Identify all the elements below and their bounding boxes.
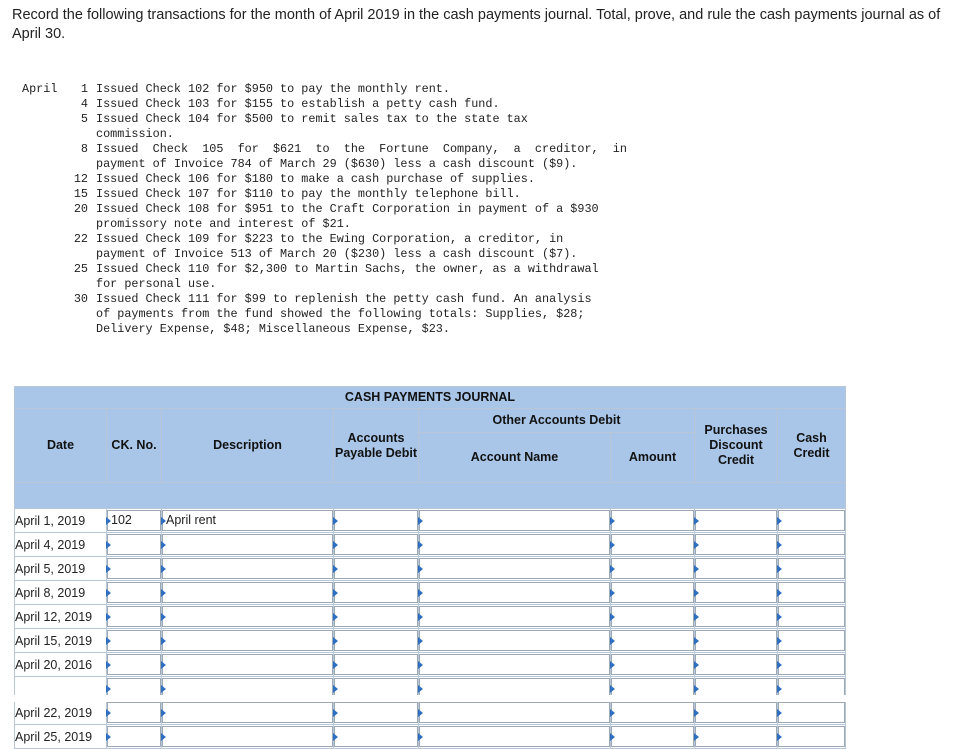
ck-no-input[interactable] — [107, 582, 161, 603]
description-input[interactable] — [162, 702, 333, 723]
journal-row — [15, 557, 846, 581]
description-cell — [162, 509, 334, 533]
cash-credit-input[interactable] — [778, 558, 845, 579]
transaction-line — [22, 172, 627, 187]
transaction-text: Issued Check 108 for $951 to the Craft Corporation in payment of a $930 — [96, 202, 599, 216]
amount-cell — [611, 701, 695, 725]
cell-marker-icon — [333, 637, 338, 645]
accounts-payable-debit-input[interactable] — [334, 630, 418, 651]
cell-marker-icon — [694, 589, 699, 597]
transaction-line — [22, 97, 627, 112]
account-name-cell — [419, 653, 611, 677]
amount-cell — [611, 653, 695, 677]
header-description: Description — [162, 409, 334, 483]
cell-marker-icon — [610, 565, 615, 573]
cell-marker-icon — [106, 685, 111, 693]
description-cell — [162, 533, 334, 557]
account-name-input[interactable] — [419, 558, 610, 579]
amount-input[interactable] — [611, 726, 694, 747]
cell-marker-icon — [694, 685, 699, 693]
cell-marker-icon — [418, 517, 423, 525]
cash-credit-input[interactable] — [778, 582, 845, 603]
amount-cell — [611, 557, 695, 581]
transaction-line — [22, 307, 627, 322]
account-name-input[interactable] — [419, 606, 610, 627]
cash-credit-input[interactable] — [778, 726, 845, 747]
transaction-month: April — [22, 82, 58, 96]
journal-row — [15, 725, 846, 749]
description-cell — [162, 581, 334, 605]
cash-credit-input[interactable] — [778, 654, 845, 675]
purchases-discount-credit-input[interactable] — [695, 558, 777, 579]
purchases-discount-credit-input[interactable] — [695, 726, 777, 747]
transaction-text: for personal use. — [96, 277, 217, 291]
purchases-discount-credit-cell — [695, 701, 778, 725]
transaction-text: Issued Check 110 for $2,300 to Martin Sachs, the owner, as a withdrawal — [96, 262, 599, 276]
amount-cell — [611, 629, 695, 653]
description-input[interactable]: April rent — [162, 510, 333, 531]
ck-no-input[interactable] — [107, 654, 161, 675]
transaction-text: Issued Check 106 for $180 to make a cash purchase of supplies. — [96, 172, 535, 186]
accounts-payable-debit-input[interactable] — [334, 702, 418, 723]
transaction-line — [22, 247, 627, 262]
cell-marker-icon — [777, 661, 782, 669]
account-name-cell — [419, 557, 611, 581]
cash-credit-cell — [778, 557, 846, 581]
ck-no-cell — [107, 557, 162, 581]
cell-marker-icon — [610, 613, 615, 621]
description-cell — [162, 653, 334, 677]
account-name-input[interactable] — [419, 702, 610, 723]
ck-no-input[interactable]: 102 — [107, 510, 161, 531]
description-input[interactable] — [162, 558, 333, 579]
account-name-cell — [419, 509, 611, 533]
transaction-day: 22 — [73, 232, 88, 246]
accounts-payable-debit-input[interactable] — [334, 606, 418, 627]
description-cell — [162, 605, 334, 629]
transaction-text: Issued Check 103 for $155 to establish a petty cash fund. — [96, 97, 500, 111]
ck-no-cell — [107, 629, 162, 653]
accounts-payable-debit-input[interactable] — [334, 558, 418, 579]
ck-no-cell — [107, 533, 162, 557]
account-name-input[interactable] — [419, 726, 610, 747]
date-cell: April 22, 2019 — [15, 701, 107, 725]
cell-marker-icon — [161, 733, 166, 741]
purchases-discount-credit-input[interactable] — [695, 510, 777, 531]
instructions-text: Record the following transactions for the month of April 2019 in the cash payments journal. Total, prove, and rule the cash payments journal as of April 30. — [12, 7, 941, 42]
cash-credit-cell — [778, 533, 846, 557]
transaction-day: 5 — [80, 112, 88, 126]
cell-marker-icon — [777, 541, 782, 549]
date-cell: April 20, 2016 — [15, 653, 107, 677]
amount-input[interactable] — [611, 582, 694, 603]
purchases-discount-credit-cell — [695, 509, 778, 533]
cash-credit-cell — [778, 701, 846, 725]
transaction-list — [22, 82, 627, 337]
description-input[interactable] — [162, 630, 333, 651]
accounts-payable-debit-input[interactable] — [334, 534, 418, 555]
cash-credit-cell — [778, 509, 846, 533]
cell-marker-icon — [694, 637, 699, 645]
accounts-payable-debit-cell — [334, 605, 419, 629]
cell-marker-icon — [161, 589, 166, 597]
amount-input[interactable] — [611, 606, 694, 627]
purchases-discount-credit-input[interactable] — [695, 630, 777, 651]
header-accounts-payable-debit: Accounts Payable Debit — [334, 409, 419, 483]
cell-marker-icon — [610, 589, 615, 597]
ck-no-cell — [107, 653, 162, 677]
journal-row — [15, 509, 846, 533]
cell-marker-icon — [161, 685, 166, 693]
amount-cell — [611, 581, 695, 605]
ck-no-input[interactable] — [107, 606, 161, 627]
amount-input[interactable] — [611, 558, 694, 579]
cell-marker-icon — [106, 661, 111, 669]
date-cell: April 25, 2019 — [15, 725, 107, 749]
ck-no-cell — [107, 509, 162, 533]
header-spacer — [15, 483, 846, 509]
transaction-line — [22, 202, 627, 217]
ck-no-cell — [107, 725, 162, 749]
cell-marker-icon — [418, 733, 423, 741]
purchases-discount-credit-cell — [695, 653, 778, 677]
transaction-text: Issued Check 107 for $110 to pay the monthly telephone bill. — [96, 187, 521, 201]
cell-marker-icon — [106, 541, 111, 549]
accounts-payable-debit-input[interactable] — [334, 582, 418, 603]
transaction-line — [22, 262, 627, 277]
cell-marker-icon — [161, 517, 166, 525]
cell-marker-icon — [161, 637, 166, 645]
cash-credit-cell — [778, 653, 846, 677]
cell-marker-icon — [161, 541, 166, 549]
cell-marker-icon — [694, 565, 699, 573]
transaction-text: of payments from the fund showed the following totals: Supplies, $28; — [96, 307, 585, 321]
transaction-day: 30 — [73, 292, 88, 306]
cell-marker-icon — [777, 685, 782, 693]
purchases-discount-credit-input[interactable] — [695, 534, 777, 555]
purchases-discount-credit-cell — [695, 581, 778, 605]
ck-no-cell — [107, 701, 162, 725]
header-cash-credit: Cash Credit — [778, 409, 846, 483]
account-name-cell — [419, 629, 611, 653]
accounts-payable-debit-cell — [334, 533, 419, 557]
transaction-line — [22, 82, 627, 97]
cash-credit-input[interactable] — [778, 510, 845, 531]
cell-marker-icon — [161, 709, 166, 717]
description-input[interactable] — [162, 582, 333, 603]
cell-marker-icon — [333, 541, 338, 549]
transaction-text: Issued Check 111 for $99 to replenish the petty cash fund. An analysis — [96, 292, 592, 306]
cell-marker-icon — [777, 565, 782, 573]
purchases-discount-credit-input[interactable] — [695, 654, 777, 675]
transaction-day: 15 — [73, 187, 88, 201]
description-input[interactable] — [162, 726, 333, 747]
transaction-line — [22, 112, 627, 127]
cell-marker-icon — [106, 637, 111, 645]
cell-marker-icon — [418, 685, 423, 693]
header-account-name: Account Name — [419, 433, 611, 483]
purchases-discount-credit-cell — [695, 629, 778, 653]
transaction-text: promissory note and interest of $21. — [96, 217, 351, 231]
cell-marker-icon — [610, 709, 615, 717]
cash-credit-cell — [778, 725, 846, 749]
transaction-day: 4 — [80, 97, 88, 111]
ck-no-input[interactable] — [107, 534, 161, 555]
date-cell: April 12, 2019 — [15, 605, 107, 629]
amount-cell — [611, 725, 695, 749]
purchases-discount-credit-input[interactable] — [695, 606, 777, 627]
ck-no-cell — [107, 581, 162, 605]
cell-marker-icon — [694, 709, 699, 717]
cash-credit-input[interactable] — [778, 606, 845, 627]
description-cell — [162, 629, 334, 653]
account-name-input[interactable] — [419, 630, 610, 651]
purchases-discount-credit-cell — [695, 557, 778, 581]
transaction-line — [22, 292, 627, 307]
cell-marker-icon — [418, 709, 423, 717]
amount-input[interactable] — [611, 534, 694, 555]
ck-no-cell — [107, 605, 162, 629]
amount-cell — [611, 509, 695, 533]
description-input[interactable] — [162, 654, 333, 675]
accounts-payable-debit-input[interactable] — [334, 726, 418, 747]
header-purchases-discount-credit: Purchases Discount Credit — [695, 409, 778, 483]
bottom-cut — [0, 695, 962, 702]
header-ck-no: CK. No. — [107, 409, 162, 483]
account-name-cell — [419, 533, 611, 557]
transaction-line — [22, 277, 627, 292]
cash-credit-input[interactable] — [778, 534, 845, 555]
ck-no-input[interactable] — [107, 630, 161, 651]
amount-input[interactable] — [611, 702, 694, 723]
cell-marker-icon — [333, 661, 338, 669]
date-cell: April 15, 2019 — [15, 629, 107, 653]
cell-marker-icon — [161, 565, 166, 573]
transaction-text: Delivery Expense, $48; Miscellaneous Expense, $23. — [96, 322, 450, 336]
description-cell — [162, 701, 334, 725]
description-input[interactable] — [162, 606, 333, 627]
description-cell — [162, 725, 334, 749]
cell-marker-icon — [418, 541, 423, 549]
description-input[interactable] — [162, 534, 333, 555]
accounts-payable-debit-cell — [334, 725, 419, 749]
purchases-discount-credit-cell — [695, 533, 778, 557]
amount-input[interactable] — [611, 510, 694, 531]
cash-credit-input[interactable] — [778, 630, 845, 651]
cell-marker-icon — [418, 565, 423, 573]
cell-marker-icon — [333, 613, 338, 621]
transaction-line — [22, 322, 627, 337]
accounts-payable-debit-input[interactable] — [334, 654, 418, 675]
account-name-cell — [419, 701, 611, 725]
amount-cell — [611, 533, 695, 557]
ck-no-input[interactable] — [107, 726, 161, 747]
cell-marker-icon — [694, 541, 699, 549]
ck-no-input[interactable] — [107, 702, 161, 723]
transaction-line — [22, 187, 627, 202]
cell-marker-icon — [333, 589, 338, 597]
cell-marker-icon — [418, 613, 423, 621]
transaction-text: Issued Check 104 for $500 to remit sales tax to the state tax — [96, 112, 528, 126]
transaction-text: payment of Invoice 513 of March 20 ($230) less a cash discount ($7). — [96, 247, 578, 261]
cash-credit-cell — [778, 629, 846, 653]
accounts-payable-debit-cell — [334, 557, 419, 581]
cell-marker-icon — [694, 661, 699, 669]
journal-row — [15, 581, 846, 605]
transaction-text: Issued Check 102 for $950 to pay the monthly rent. — [96, 82, 450, 96]
journal-row — [15, 533, 846, 557]
transaction-day: 12 — [73, 172, 88, 186]
accounts-payable-debit-cell — [334, 701, 419, 725]
account-name-input[interactable] — [419, 654, 610, 675]
cell-marker-icon — [333, 685, 338, 693]
transaction-day: 25 — [73, 262, 88, 276]
amount-input[interactable] — [611, 654, 694, 675]
cell-marker-icon — [333, 733, 338, 741]
journal-body — [15, 509, 846, 749]
cell-marker-icon — [418, 637, 423, 645]
cell-marker-icon — [777, 709, 782, 717]
cell-marker-icon — [610, 637, 615, 645]
ck-no-input[interactable] — [107, 558, 161, 579]
journal-title: CASH PAYMENTS JOURNAL — [15, 387, 846, 409]
cell-marker-icon — [777, 613, 782, 621]
transaction-text: Issued Check 109 for $223 to the Ewing Corporation, a creditor, in — [96, 232, 564, 246]
date-cell: April 5, 2019 — [15, 557, 107, 581]
accounts-payable-debit-cell — [334, 629, 419, 653]
cell-marker-icon — [106, 613, 111, 621]
header-other-accounts-debit: Other Accounts Debit — [419, 409, 695, 433]
account-name-input[interactable] — [419, 510, 610, 531]
cash-credit-cell — [778, 605, 846, 629]
purchases-discount-credit-cell — [695, 605, 778, 629]
account-name-cell — [419, 581, 611, 605]
cell-marker-icon — [610, 541, 615, 549]
transaction-line — [22, 157, 627, 172]
purchases-discount-credit-input[interactable] — [695, 702, 777, 723]
date-cell: April 8, 2019 — [15, 581, 107, 605]
header-amount: Amount — [611, 433, 695, 483]
journal-row — [15, 629, 846, 653]
transaction-day: 8 — [80, 142, 88, 156]
transaction-line — [22, 217, 627, 232]
cell-marker-icon — [161, 613, 166, 621]
transaction-day: 20 — [73, 202, 88, 216]
accounts-payable-debit-cell — [334, 653, 419, 677]
cell-marker-icon — [333, 517, 338, 525]
transaction-text: commission. — [96, 127, 174, 141]
cash-credit-cell — [778, 581, 846, 605]
account-name-input[interactable] — [419, 582, 610, 603]
purchases-discount-credit-cell — [695, 725, 778, 749]
journal-row — [15, 605, 846, 629]
cell-marker-icon — [777, 637, 782, 645]
cell-marker-icon — [610, 517, 615, 525]
cell-marker-icon — [694, 517, 699, 525]
cell-marker-icon — [106, 565, 111, 573]
cell-marker-icon — [694, 733, 699, 741]
cell-marker-icon — [610, 685, 615, 693]
transaction-text: payment of Invoice 784 of March 29 ($630) less a cash discount ($9). — [96, 157, 578, 171]
transaction-line — [22, 142, 627, 157]
cell-marker-icon — [610, 661, 615, 669]
transaction-line — [22, 127, 627, 142]
accounts-payable-debit-input[interactable] — [334, 510, 418, 531]
transaction-text: Issued Check 105 for $621 to the Fortune Company, a creditor, in — [96, 142, 627, 156]
cell-marker-icon — [106, 709, 111, 717]
date-cell: April 4, 2019 — [15, 533, 107, 557]
cell-marker-icon — [418, 661, 423, 669]
transaction-line — [22, 232, 627, 247]
cell-marker-icon — [161, 661, 166, 669]
cell-marker-icon — [777, 517, 782, 525]
cell-marker-icon — [777, 733, 782, 741]
journal-row — [15, 653, 846, 677]
account-name-cell — [419, 725, 611, 749]
header-date: Date — [15, 409, 107, 483]
cell-marker-icon — [333, 709, 338, 717]
cell-marker-icon — [694, 613, 699, 621]
account-name-cell — [419, 605, 611, 629]
description-cell — [162, 557, 334, 581]
cell-marker-icon — [418, 589, 423, 597]
accounts-payable-debit-cell — [334, 581, 419, 605]
purchases-discount-credit-input[interactable] — [695, 582, 777, 603]
cell-marker-icon — [106, 733, 111, 741]
accounts-payable-debit-cell — [334, 509, 419, 533]
cell-marker-icon — [106, 517, 111, 525]
date-cell: April 1, 2019 — [15, 509, 107, 533]
cell-marker-icon — [333, 565, 338, 573]
cell-marker-icon — [106, 589, 111, 597]
account-name-input[interactable] — [419, 534, 610, 555]
cell-marker-icon — [777, 589, 782, 597]
cell-marker-icon — [610, 733, 615, 741]
journal-row — [15, 701, 846, 725]
amount-input[interactable] — [611, 630, 694, 651]
amount-cell — [611, 605, 695, 629]
cash-credit-input[interactable] — [778, 702, 845, 723]
transaction-day: 1 — [80, 82, 88, 96]
